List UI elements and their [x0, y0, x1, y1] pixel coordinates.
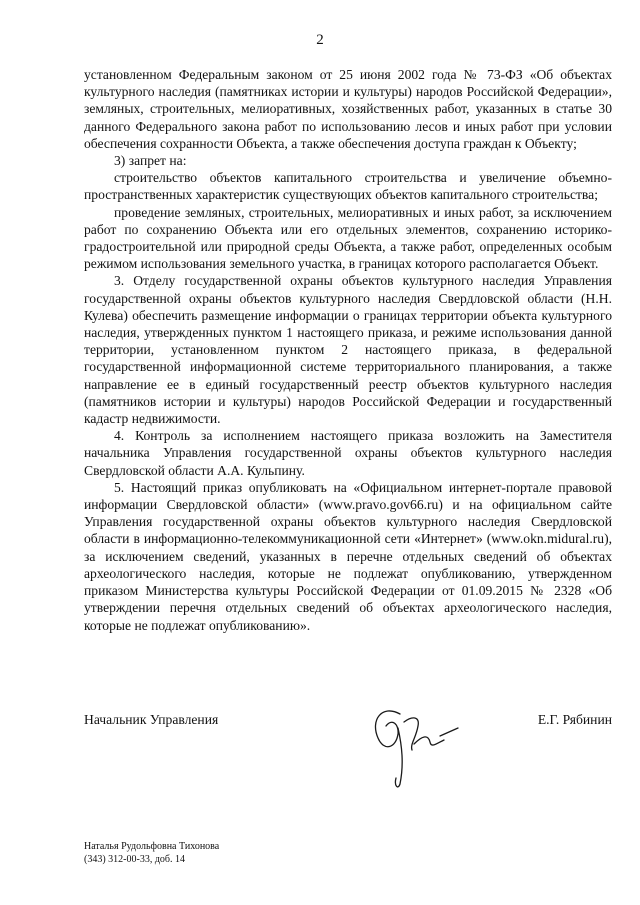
- signer-name: Е.Г. Рябинин: [537, 712, 612, 727]
- page-number: 2: [316, 32, 324, 48]
- handwritten-signature: [352, 686, 462, 796]
- executor-info: [84, 840, 219, 866]
- executor-name: Наталья Рудольфовна Тихонова: [84, 841, 220, 852]
- paragraph-item-3: 3. Отделу государственной охраны объектов культурного наследия Управления государственной охраны объектов культурного наследия Свердловской области (Н.Н. Кулева) обеспечить размещение информации о границах территории объекта культурного наследия, утвержденных пунктом 1 настоящего приказа, и режиме использования данной территории, установленном пунктом 2 настоящего приказа, в федеральной государственной информационной системе территориального планирования, а также направление ее в единый государственный реестр объектов культурного наследия (памятников истории и культуры) народов Российской Федерации и государственный кадастр недвижимости.: [84, 273, 612, 427]
- paragraph-construction-ban: строительство объектов капитального строительства и увеличение объемно-пространственных характеристик существующих объектов капитального строительства;: [84, 170, 612, 203]
- paragraph-item-4: 4. Контроль за исполнением настоящего приказа возложить на Заместителя начальника Управления государственной охраны объектов культурного наследия Свердловской области А.А. Кульпину.: [84, 428, 612, 478]
- document-body: [84, 66, 612, 634]
- paragraph-item-5: 5. Настоящий приказ опубликовать на «Официальном интернет-портале правовой информации Свердловской области» (www.pravo.gov66.ru) и на официальном сайте Управления государственной охраны объектов культурного наследия Свердловской области в информационно-телекоммуникационной сети «Интернет» (www.okn.midural.ru), за исключением сведений, указанных в перечне отдельных сведений об объектах археологического наследия, которые не подлежат опубликованию, утвержденном приказом Министерства культуры Российской Федерации от 01.09.2015 № 2328 «Об утверждении перечня отдельных сведений об объектах археологического наследия, которые не подлежат опубликованию».: [84, 479, 612, 633]
- paragraph-prohibition-heading: 3) запрет на:: [114, 153, 187, 169]
- executor-phone: (343) 312-00-33, доб. 14: [84, 854, 185, 865]
- signature-row: [84, 712, 612, 732]
- paragraph-works-ban: проведение земляных, строительных, мелиоративных и иных работ, за исключением работ по сохранению Объекта или его отдельных элементов, сохранению историко-градостроительной или природной среды Объекта, а также работ, определенных особым режимом использования земельного участка, в границах которого располагается Объект.: [84, 204, 612, 272]
- paragraph-continuation: установленном Федеральным законом от 25 июня 2002 года № 73-ФЗ «Об объектах культурного наследия (памятниках истории и культуры) народов Российской Федерации», земляных, строительных, мелиоративных, хозяйственных работ, указанных в статье 30 данного Федерального закона работ по использованию лесов и иных работ при условии обеспечения сохранности Объекта, а также обеспечения доступа граждан к Объекту;: [84, 67, 612, 151]
- signer-position: Начальник Управления: [84, 712, 219, 727]
